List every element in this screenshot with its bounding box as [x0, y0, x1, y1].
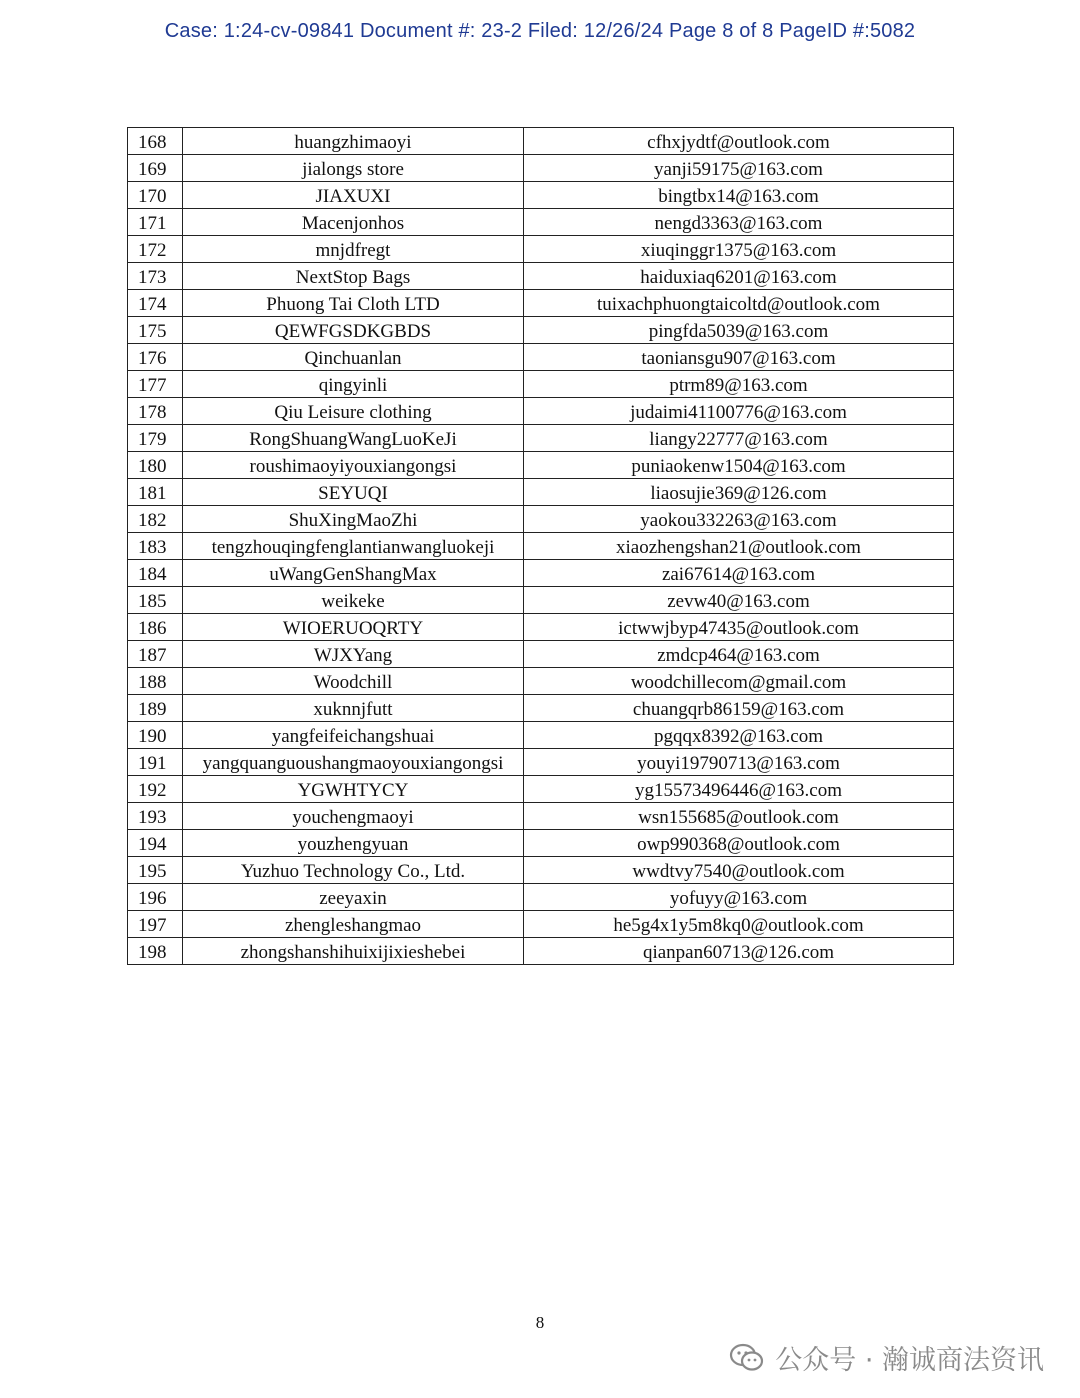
table-row — [128, 128, 954, 155]
store-name: zeeyaxin — [183, 884, 524, 911]
store-name: qingyinli — [183, 371, 524, 398]
store-name: yangfeifeichangshuai — [183, 722, 524, 749]
row-number: 188 — [128, 668, 183, 695]
table-row — [128, 776, 954, 803]
row-number: 194 — [128, 830, 183, 857]
row-number: 192 — [128, 776, 183, 803]
row-number: 178 — [128, 398, 183, 425]
store-name: ShuXingMaoZhi — [183, 506, 524, 533]
email-address: he5g4x1y5m8kq0@outlook.com — [524, 911, 954, 938]
row-number: 168 — [128, 128, 183, 155]
table-row — [128, 587, 954, 614]
store-name: jialongs store — [183, 155, 524, 182]
store-name: tengzhouqingfenglantianwangluokeji — [183, 533, 524, 560]
row-number: 172 — [128, 236, 183, 263]
email-address: yofuyy@163.com — [524, 884, 954, 911]
table-row — [128, 830, 954, 857]
store-name: youzhengyuan — [183, 830, 524, 857]
table-row — [128, 938, 954, 965]
row-number: 181 — [128, 479, 183, 506]
email-address: woodchillecom@gmail.com — [524, 668, 954, 695]
store-name: mnjdfregt — [183, 236, 524, 263]
row-number: 197 — [128, 911, 183, 938]
email-address: taoniansgu907@163.com — [524, 344, 954, 371]
table-row — [128, 182, 954, 209]
row-number: 177 — [128, 371, 183, 398]
table-row — [128, 155, 954, 182]
store-name: Qinchuanlan — [183, 344, 524, 371]
table-row — [128, 560, 954, 587]
email-address: xiuqinggr1375@163.com — [524, 236, 954, 263]
store-name: uWangGenShangMax — [183, 560, 524, 587]
email-address: owp990368@outlook.com — [524, 830, 954, 857]
table-row — [128, 533, 954, 560]
row-number: 195 — [128, 857, 183, 884]
table-row — [128, 452, 954, 479]
row-number: 179 — [128, 425, 183, 452]
email-address: zai67614@163.com — [524, 560, 954, 587]
store-name: WJXYang — [183, 641, 524, 668]
row-number: 198 — [128, 938, 183, 965]
row-number: 175 — [128, 317, 183, 344]
case-header: Case: 1:24-cv-09841 Document #: 23-2 Filed: 12/26/24 Page 8 of 8 PageID #:5082 — [164, 20, 916, 42]
row-number: 196 — [128, 884, 183, 911]
row-number: 171 — [128, 209, 183, 236]
table-row — [128, 641, 954, 668]
row-number: 185 — [128, 587, 183, 614]
store-name: youchengmaoyi — [183, 803, 524, 830]
store-name: Phuong Tai Cloth LTD — [183, 290, 524, 317]
watermark — [729, 1338, 1044, 1377]
table-row — [128, 209, 954, 236]
row-number: 187 — [128, 641, 183, 668]
email-address: cfhxjydtf@outlook.com — [524, 128, 954, 155]
store-name: xuknnjfutt — [183, 695, 524, 722]
store-name: Qiu Leisure clothing — [183, 398, 524, 425]
store-name: QEWFGSDKGBDS — [183, 317, 524, 344]
table-row — [128, 857, 954, 884]
store-name: roushimaoyiyouxiangongsi — [183, 452, 524, 479]
email-address: pgqqx8392@163.com — [524, 722, 954, 749]
store-name: zhongshanshihuixijixieshebei — [183, 938, 524, 965]
email-address: xiaozhengshan21@outlook.com — [524, 533, 954, 560]
email-address: bingtbx14@163.com — [524, 182, 954, 209]
watermark-text: 公众号 · 瀚诚商法资讯 — [775, 1345, 1044, 1376]
store-name: Macenjonhos — [183, 209, 524, 236]
store-name: JIAXUXI — [183, 182, 524, 209]
email-address: ictwwjbyp47435@outlook.com — [524, 614, 954, 641]
row-number: 170 — [128, 182, 183, 209]
email-address: yanji59175@163.com — [524, 155, 954, 182]
row-number: 169 — [128, 155, 183, 182]
row-number: 189 — [128, 695, 183, 722]
store-name: weikeke — [183, 587, 524, 614]
table-row — [128, 506, 954, 533]
email-address: yaokou332263@163.com — [524, 506, 954, 533]
store-name: zhengleshangmao — [183, 911, 524, 938]
table-row — [128, 695, 954, 722]
email-address: yg15573496446@163.com — [524, 776, 954, 803]
table-row — [128, 425, 954, 452]
email-address: liangy22777@163.com — [524, 425, 954, 452]
email-address: youyi19790713@163.com — [524, 749, 954, 776]
store-name: SEYUQI — [183, 479, 524, 506]
table-row — [128, 371, 954, 398]
email-address: tuixachphuongtaicoltd@outlook.com — [524, 290, 954, 317]
table-row — [128, 236, 954, 263]
store-name: WIOERUOQRTY — [183, 614, 524, 641]
table-body — [128, 128, 954, 965]
store-name: NextStop Bags — [183, 263, 524, 290]
page-number: 8 — [535, 1313, 545, 1332]
email-address: ptrm89@163.com — [524, 371, 954, 398]
wechat-icon — [729, 1343, 765, 1373]
store-name: YGWHTYCY — [183, 776, 524, 803]
row-number: 176 — [128, 344, 183, 371]
row-number: 191 — [128, 749, 183, 776]
row-number: 180 — [128, 452, 183, 479]
store-name: huangzhimaoyi — [183, 128, 524, 155]
store-name: RongShuangWangLuoKeJi — [183, 425, 524, 452]
table-row — [128, 290, 954, 317]
email-address: judaimi41100776@163.com — [524, 398, 954, 425]
store-name: yangquanguoushangmaoyouxiangongsi — [183, 749, 524, 776]
email-address: wwdtvy7540@outlook.com — [524, 857, 954, 884]
email-address: pingfda5039@163.com — [524, 317, 954, 344]
row-number: 173 — [128, 263, 183, 290]
table-row — [128, 263, 954, 290]
email-address: zmdcp464@163.com — [524, 641, 954, 668]
email-address: puniaokenw1504@163.com — [524, 452, 954, 479]
row-number: 182 — [128, 506, 183, 533]
table-row — [128, 668, 954, 695]
email-address: zevw40@163.com — [524, 587, 954, 614]
table-row — [128, 344, 954, 371]
email-address: haiduxiaq6201@163.com — [524, 263, 954, 290]
table-row — [128, 911, 954, 938]
email-address: nengd3363@163.com — [524, 209, 954, 236]
email-address: liaosujie369@126.com — [524, 479, 954, 506]
email-address: qianpan60713@126.com — [524, 938, 954, 965]
table-row — [128, 479, 954, 506]
store-name: Woodchill — [183, 668, 524, 695]
row-number: 184 — [128, 560, 183, 587]
email-address: wsn155685@outlook.com — [524, 803, 954, 830]
table-row — [128, 614, 954, 641]
email-address: chuangqrb86159@163.com — [524, 695, 954, 722]
table-row — [128, 398, 954, 425]
defendant-table — [127, 127, 954, 965]
table-row — [128, 803, 954, 830]
row-number: 190 — [128, 722, 183, 749]
row-number: 183 — [128, 533, 183, 560]
table-row — [128, 722, 954, 749]
store-name: Yuzhuo Technology Co., Ltd. — [183, 857, 524, 884]
table-row — [128, 884, 954, 911]
table-row — [128, 749, 954, 776]
table-row — [128, 317, 954, 344]
row-number: 193 — [128, 803, 183, 830]
row-number: 186 — [128, 614, 183, 641]
row-number: 174 — [128, 290, 183, 317]
